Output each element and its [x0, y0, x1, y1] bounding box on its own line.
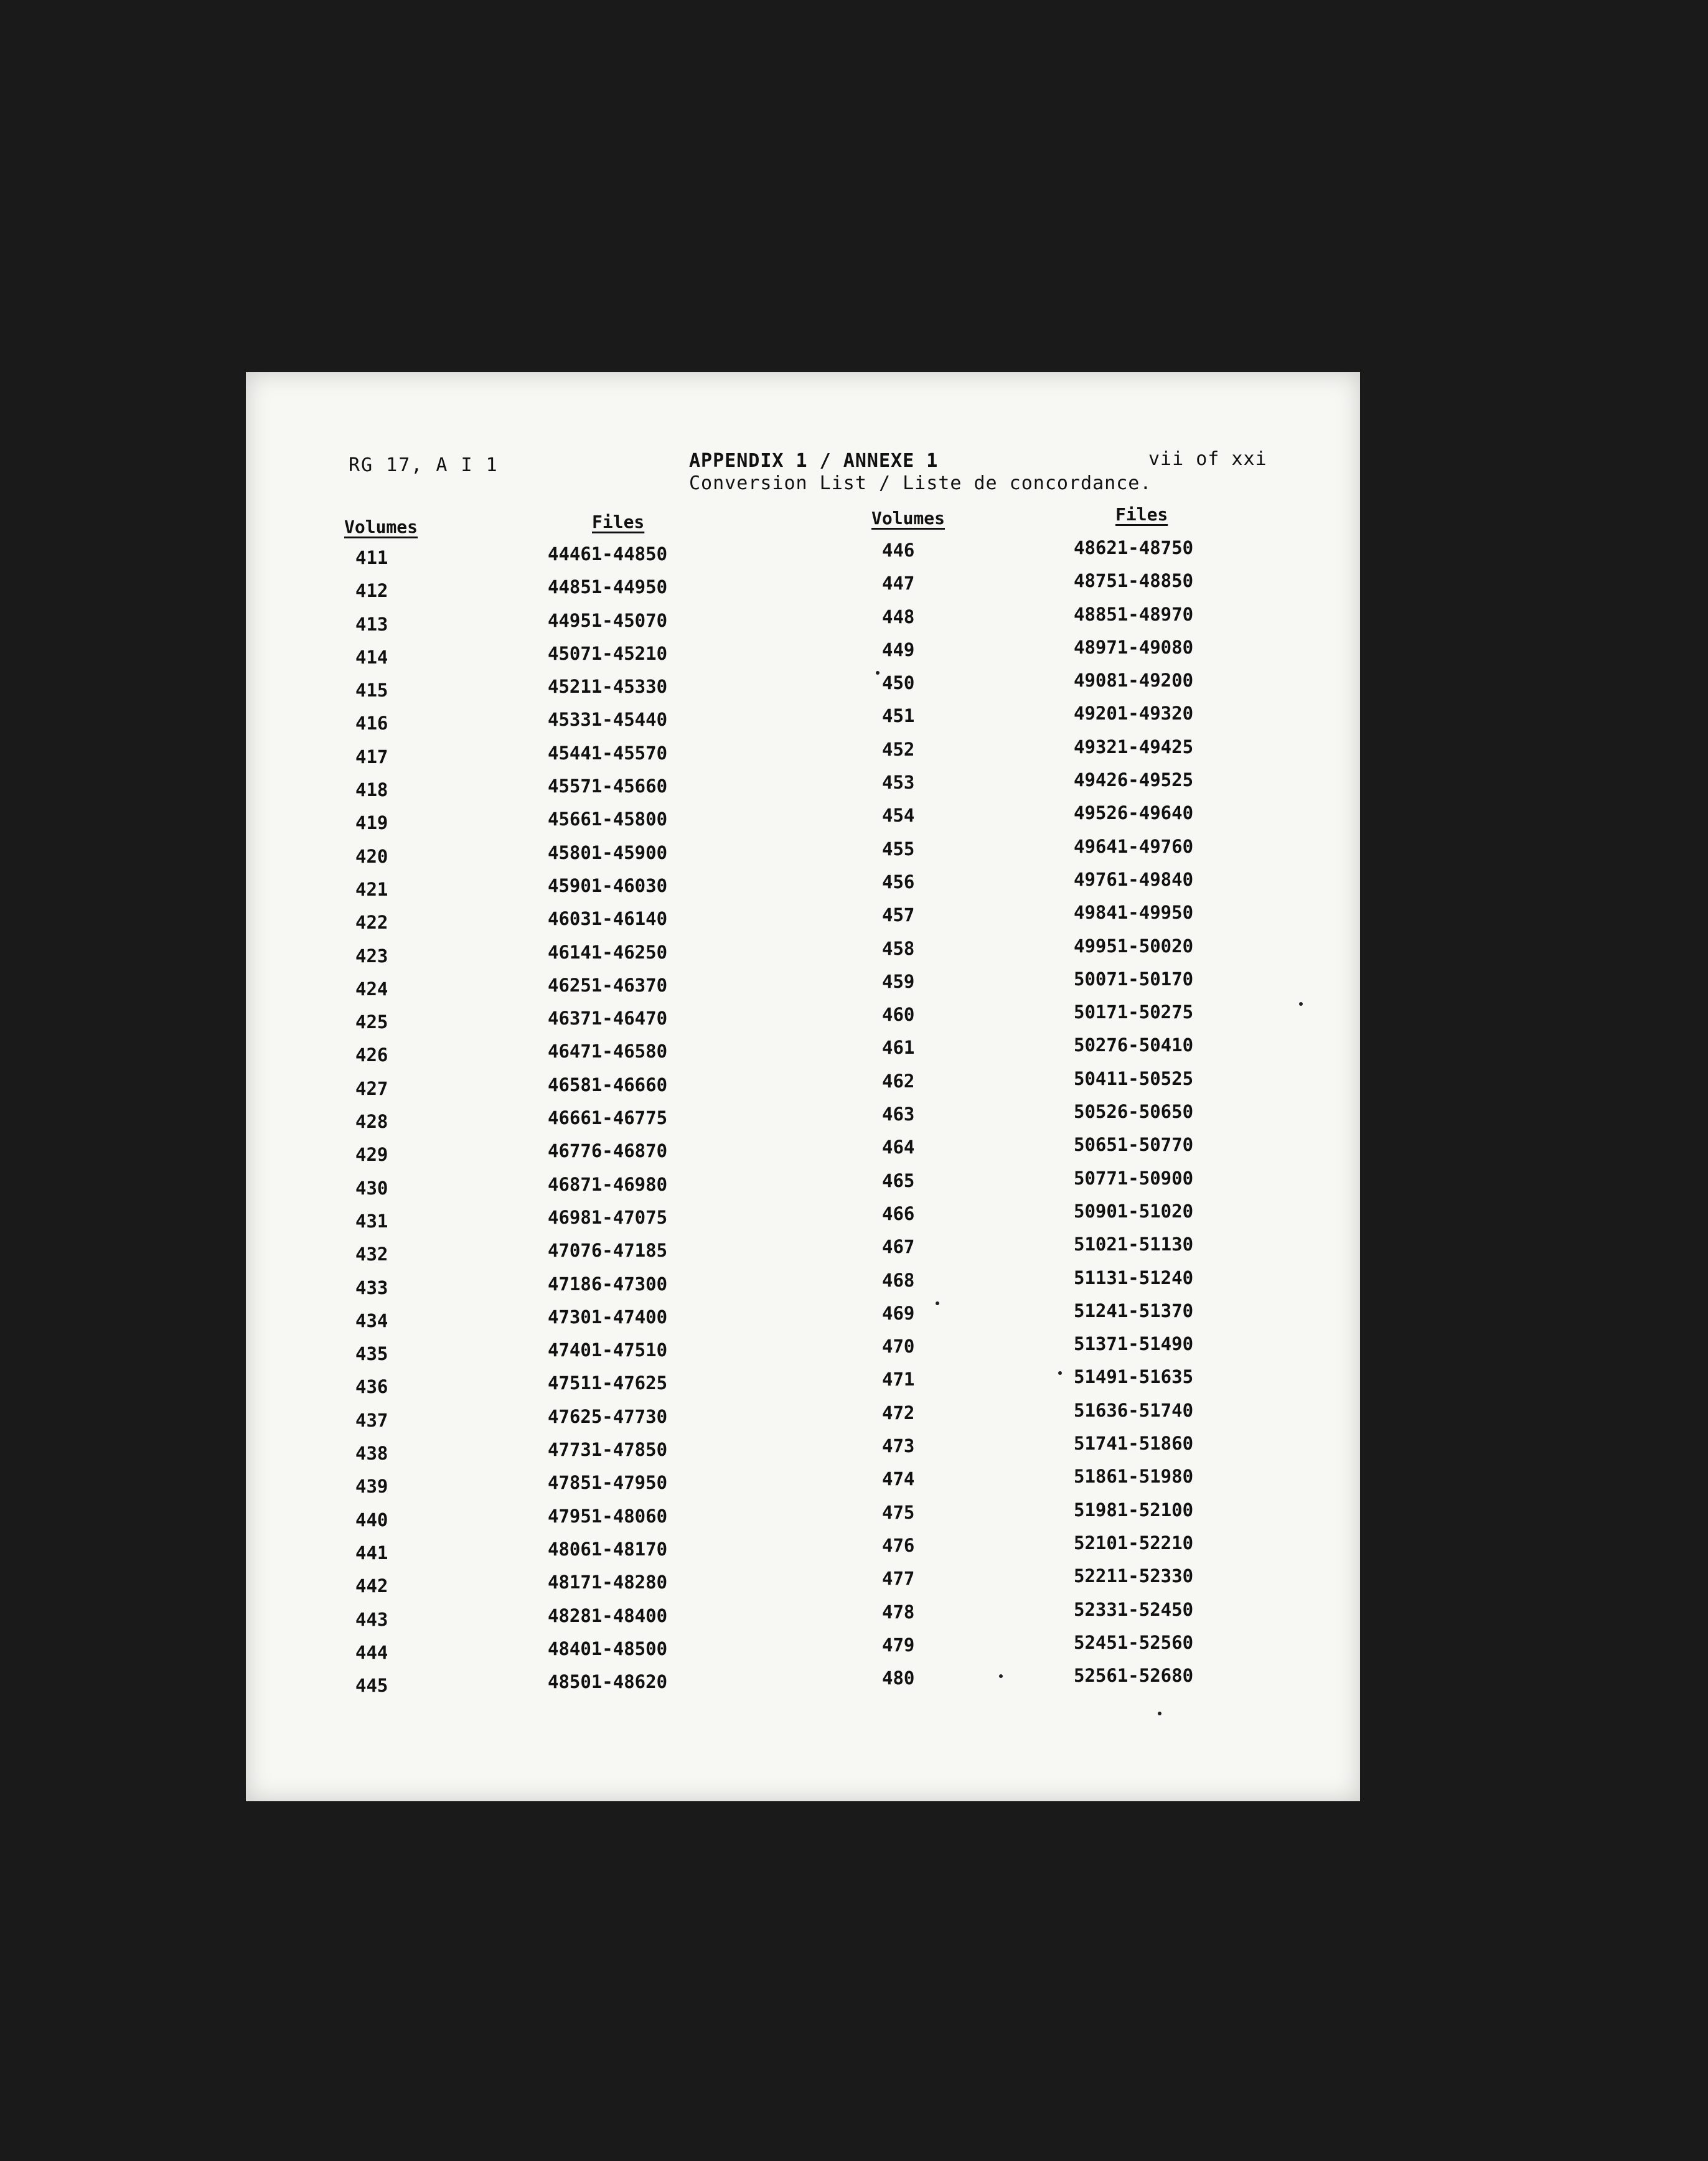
file-range: 46251-46370 — [548, 974, 668, 996]
file-range: 45901-46030 — [548, 874, 668, 896]
page-indicator: vii of xxi — [1148, 448, 1267, 470]
file-range: 50411-50525 — [1074, 1067, 1194, 1089]
volume-number: 447 — [882, 573, 915, 594]
volume-number: 417 — [355, 746, 388, 767]
file-range: 49526-49640 — [1074, 802, 1194, 824]
volume-number: 418 — [355, 779, 388, 801]
file-range: 52331-52450 — [1074, 1598, 1194, 1620]
file-range: 50071-50170 — [1074, 968, 1194, 990]
volumes-left-heading: Volumes — [344, 517, 418, 537]
file-range: 49426-49525 — [1074, 769, 1194, 791]
volume-number: 420 — [355, 845, 388, 867]
file-range: 48501-48620 — [548, 1671, 668, 1693]
volume-number: 436 — [355, 1376, 388, 1398]
file-range: 50526-50650 — [1074, 1101, 1194, 1123]
volume-number: 466 — [882, 1202, 915, 1224]
volumes-right-column — [882, 534, 914, 1695]
volume-number: 450 — [882, 672, 915, 694]
file-range: 46776-46870 — [548, 1140, 668, 1162]
file-range: 44951-45070 — [548, 609, 668, 631]
volume-number: 469 — [882, 1302, 915, 1324]
volume-number: 435 — [355, 1343, 388, 1365]
file-range: 49201-49320 — [1074, 703, 1194, 724]
file-range: 50171-50275 — [1074, 1001, 1194, 1023]
file-range: 48751-48850 — [1074, 570, 1194, 592]
scan-speck — [1299, 1002, 1303, 1006]
volumes-right-heading: Volumes — [871, 508, 946, 528]
volume-number: 439 — [355, 1476, 388, 1498]
volume-number: 416 — [355, 713, 388, 734]
volume-number: 422 — [355, 912, 388, 934]
volume-number: 454 — [882, 805, 915, 827]
files-right-column — [1074, 532, 1193, 1692]
file-range: 45211-45330 — [548, 676, 668, 698]
file-range: 46371-46470 — [548, 1008, 668, 1029]
file-range: 46031-46140 — [548, 908, 668, 930]
volume-number: 467 — [882, 1236, 915, 1258]
volume-number: 462 — [882, 1070, 915, 1092]
file-range: 45571-45660 — [548, 776, 668, 797]
file-range: 52451-52560 — [1074, 1631, 1194, 1653]
file-range: 47301-47400 — [548, 1306, 668, 1328]
volume-number: 444 — [355, 1641, 388, 1663]
files-left-heading: Files — [592, 512, 645, 532]
file-range: 45441-45570 — [548, 742, 668, 764]
volume-number: 465 — [882, 1170, 915, 1191]
file-range: 49321-49425 — [1074, 736, 1194, 757]
file-range: 44851-44950 — [548, 576, 668, 598]
volume-number: 446 — [882, 540, 915, 561]
volume-number: 423 — [355, 945, 388, 967]
file-range: 47511-47625 — [548, 1372, 668, 1394]
file-range: 47851-47950 — [548, 1472, 668, 1494]
volume-number: 428 — [355, 1111, 388, 1133]
file-range: 49761-49840 — [1074, 868, 1194, 890]
file-range: 45071-45210 — [548, 642, 668, 664]
file-range: 50771-50900 — [1074, 1167, 1194, 1189]
file-range: 48851-48970 — [1074, 603, 1194, 625]
volume-number: 432 — [355, 1244, 388, 1265]
volume-number: 427 — [355, 1077, 388, 1099]
file-range: 51981-52100 — [1074, 1499, 1194, 1521]
volume-number: 461 — [882, 1037, 915, 1059]
volume-number: 473 — [882, 1435, 915, 1457]
volume-number: 459 — [882, 970, 915, 992]
volume-number: 430 — [355, 1177, 388, 1199]
volume-number: 458 — [882, 937, 915, 959]
file-range: 47076-47185 — [548, 1240, 668, 1262]
volume-number: 433 — [355, 1277, 388, 1298]
volume-number: 460 — [882, 1004, 915, 1026]
volume-number: 413 — [355, 613, 388, 635]
volume-number: 441 — [355, 1542, 388, 1563]
appendix-subtitle: Conversion List / Liste de concordance. — [689, 472, 1152, 494]
file-range: 46581-46660 — [548, 1074, 668, 1095]
volume-number: 445 — [355, 1675, 388, 1697]
file-range: 51861-51980 — [1074, 1466, 1194, 1488]
volume-number: 414 — [355, 646, 388, 668]
volume-number: 456 — [882, 871, 915, 893]
file-range: 46141-46250 — [548, 941, 668, 963]
volume-number: 431 — [355, 1210, 388, 1232]
file-range: 48401-48500 — [548, 1638, 668, 1659]
file-range: 51636-51740 — [1074, 1399, 1194, 1421]
file-range: 51491-51635 — [1074, 1366, 1194, 1388]
volume-number: 455 — [882, 838, 915, 860]
volume-number: 477 — [882, 1568, 915, 1590]
volume-number: 468 — [882, 1269, 915, 1291]
volumes-left-column — [355, 541, 388, 1702]
file-range: 47186-47300 — [548, 1273, 668, 1295]
scan-speck — [1058, 1371, 1062, 1375]
file-range: 46871-46980 — [548, 1173, 668, 1195]
file-range: 49841-49950 — [1074, 902, 1194, 924]
volume-number: 440 — [355, 1509, 388, 1531]
file-range: 45661-45800 — [548, 809, 668, 830]
volume-number: 470 — [882, 1336, 915, 1357]
volume-number: 471 — [882, 1369, 915, 1390]
volume-number: 421 — [355, 878, 388, 900]
volume-number: 448 — [882, 606, 915, 627]
file-range: 50901-51020 — [1074, 1200, 1194, 1222]
volume-number: 419 — [355, 812, 388, 834]
volume-number: 475 — [882, 1501, 915, 1523]
file-range: 52561-52680 — [1074, 1665, 1194, 1687]
volume-number: 437 — [355, 1409, 388, 1431]
volume-number: 452 — [882, 738, 915, 760]
document-page — [246, 372, 1360, 1801]
volume-number: 415 — [355, 680, 388, 701]
file-range: 47951-48060 — [548, 1505, 668, 1527]
file-range: 51371-51490 — [1074, 1333, 1194, 1355]
volume-number: 463 — [882, 1104, 915, 1125]
volume-number: 449 — [882, 639, 915, 660]
volume-number: 442 — [355, 1575, 388, 1597]
volume-number: 479 — [882, 1634, 915, 1656]
volume-number: 425 — [355, 1011, 388, 1033]
file-range: 46471-46580 — [548, 1041, 668, 1062]
file-range: 47731-47850 — [548, 1439, 668, 1461]
document-heading — [689, 450, 1152, 495]
volume-number: 434 — [355, 1310, 388, 1331]
file-range: 48971-49080 — [1074, 636, 1194, 658]
volume-number: 474 — [882, 1468, 915, 1490]
file-range: 52101-52210 — [1074, 1532, 1194, 1554]
appendix-title: APPENDIX 1 / ANNEXE 1 — [689, 450, 939, 472]
file-range: 46661-46775 — [548, 1107, 668, 1129]
file-range: 44461-44850 — [548, 543, 668, 565]
file-range: 51131-51240 — [1074, 1267, 1194, 1288]
volume-number: 457 — [882, 904, 915, 926]
volume-number: 411 — [355, 547, 388, 568]
volume-number: 478 — [882, 1601, 915, 1623]
volume-number: 472 — [882, 1402, 915, 1423]
volume-number: 453 — [882, 772, 915, 794]
volume-number: 443 — [355, 1608, 388, 1630]
file-range: 51741-51860 — [1074, 1433, 1194, 1455]
scan-speck — [999, 1674, 1003, 1678]
file-range: 48171-48280 — [548, 1572, 668, 1593]
volume-number: 451 — [882, 705, 915, 727]
scan-speck — [936, 1301, 939, 1305]
file-range: 49951-50020 — [1074, 935, 1194, 957]
file-range: 52211-52330 — [1074, 1565, 1194, 1587]
volume-number: 429 — [355, 1144, 388, 1166]
file-range: 51021-51130 — [1074, 1234, 1194, 1255]
scan-speck — [1158, 1712, 1161, 1715]
volume-number: 480 — [882, 1667, 915, 1689]
record-group-reference: RG 17, A I 1 — [349, 454, 499, 476]
volume-number: 464 — [882, 1137, 915, 1158]
volume-number: 424 — [355, 978, 388, 1000]
file-range: 45801-45900 — [548, 841, 668, 863]
volume-number: 438 — [355, 1443, 388, 1465]
file-range: 48281-48400 — [548, 1605, 668, 1626]
file-range: 50276-50410 — [1074, 1034, 1194, 1056]
volume-number: 412 — [355, 580, 388, 602]
files-right-heading: Files — [1115, 504, 1168, 525]
scan-speck — [876, 671, 880, 675]
file-range: 49641-49760 — [1074, 835, 1194, 857]
file-range: 47401-47510 — [548, 1339, 668, 1361]
file-range: 49081-49200 — [1074, 670, 1194, 691]
file-range: 47625-47730 — [548, 1405, 668, 1427]
files-left-column — [548, 538, 667, 1699]
file-range: 45331-45440 — [548, 709, 668, 731]
file-range: 50651-50770 — [1074, 1134, 1194, 1156]
file-range: 48061-48170 — [548, 1538, 668, 1560]
volume-number: 426 — [355, 1044, 388, 1066]
volume-number: 476 — [882, 1534, 915, 1556]
file-range: 46981-47075 — [548, 1206, 668, 1228]
file-range: 48621-48750 — [1074, 537, 1194, 558]
file-range: 51241-51370 — [1074, 1300, 1194, 1321]
